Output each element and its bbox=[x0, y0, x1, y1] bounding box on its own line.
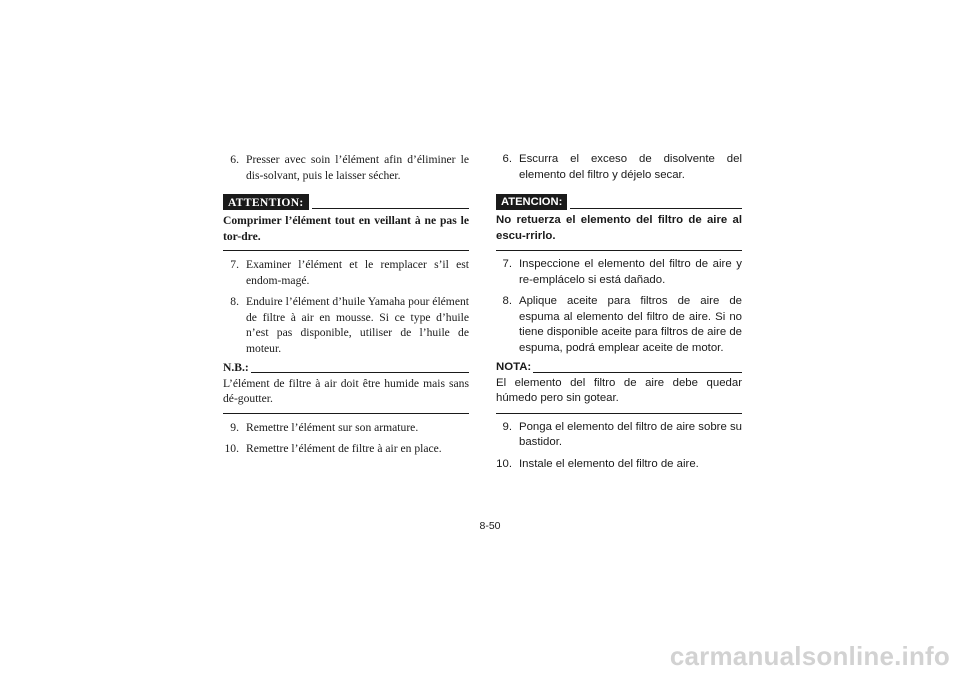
step-text: Aplique aceite para filtros de aire de espuma al elemento del filtro de aire. Si no tiene disponible aceite para filtros de aire de espuma, podrá emplear aceite de motor. bbox=[519, 295, 742, 354]
fr-step-6 bbox=[223, 152, 469, 183]
step-text: Inspeccione el elemento del filtro de aire y re-emplácelo si está dañado. bbox=[519, 258, 742, 286]
step-text: Escurra el exceso de disolvente del elemento del filtro y déjelo secar. bbox=[519, 153, 742, 181]
step-text: Presser avec soin l’élément afin d’éliminer le dis-solvant, puis le laisser sécher. bbox=[246, 153, 469, 182]
page-number: 8-50 bbox=[479, 520, 501, 532]
fr-step-10 bbox=[223, 441, 469, 457]
es-step-9 bbox=[496, 420, 742, 451]
step-number: 8. bbox=[230, 295, 239, 308]
step-text: Remettre l’élément de filtre à air en place. bbox=[246, 442, 442, 455]
step-number: 10. bbox=[224, 442, 239, 455]
divider bbox=[570, 208, 742, 209]
step-number: 7. bbox=[502, 258, 512, 270]
step-text: Enduire l’élément d’huile Yamaha pour élément de filtre à air en mousse. Si ce type d’huile n’est pas disponible, utiliser de l’huile de moteur. bbox=[246, 295, 469, 355]
fr-attention-header bbox=[223, 194, 469, 210]
step-number: 6. bbox=[230, 153, 239, 166]
divider bbox=[251, 372, 469, 373]
es-step-7 bbox=[496, 257, 742, 288]
step-number: 6. bbox=[502, 153, 512, 165]
french-column bbox=[223, 152, 469, 457]
divider bbox=[533, 372, 742, 373]
es-attention-label: ATENCION: bbox=[496, 194, 567, 210]
es-step-6 bbox=[496, 152, 742, 183]
es-step-8 bbox=[496, 294, 742, 356]
fr-note-text: L’élément de filtre à air doit être humide mais sans dé-goutter. bbox=[223, 376, 469, 414]
es-attention-text: No retuerza el elemento del filtro de aire al escu-rrirlo. bbox=[496, 213, 742, 251]
watermark: carmanualsonline.info bbox=[669, 641, 950, 671]
step-number: 8. bbox=[502, 295, 512, 307]
fr-step-7 bbox=[223, 257, 469, 288]
es-note-header bbox=[496, 360, 742, 376]
step-number: 9. bbox=[502, 420, 512, 433]
fr-note-header bbox=[223, 360, 469, 376]
es-step-10 bbox=[496, 457, 742, 473]
es-note-text: El elemento del filtro de aire debe quedar húmedo pero sin gotear. bbox=[496, 376, 742, 414]
fr-attention-label: ATTENTION: bbox=[223, 194, 309, 210]
fr-attention-text: Comprimer l’élément tout en veillant à ne pas le tor-dre. bbox=[223, 213, 469, 251]
fr-note-label: N.B.: bbox=[223, 361, 249, 374]
step-text: Remettre l’élément sur son armature. bbox=[246, 420, 419, 434]
fr-step-9 bbox=[223, 420, 469, 436]
step-number: 7. bbox=[230, 258, 239, 271]
step-text: Ponga el elemento del filtro de aire sobre su bastidor. bbox=[519, 420, 742, 448]
divider bbox=[312, 208, 469, 209]
step-text: Instale el elemento del filtro de aire. bbox=[519, 457, 699, 470]
fr-step-8 bbox=[223, 294, 469, 356]
es-note-label: NOTA: bbox=[496, 361, 532, 373]
step-number: 9. bbox=[230, 420, 239, 434]
spanish-column bbox=[496, 152, 742, 472]
step-number: 10. bbox=[496, 457, 512, 470]
es-attention-header bbox=[496, 194, 742, 210]
step-text: Examiner l’élément et le remplacer s’il est endom-magé. bbox=[246, 258, 469, 287]
